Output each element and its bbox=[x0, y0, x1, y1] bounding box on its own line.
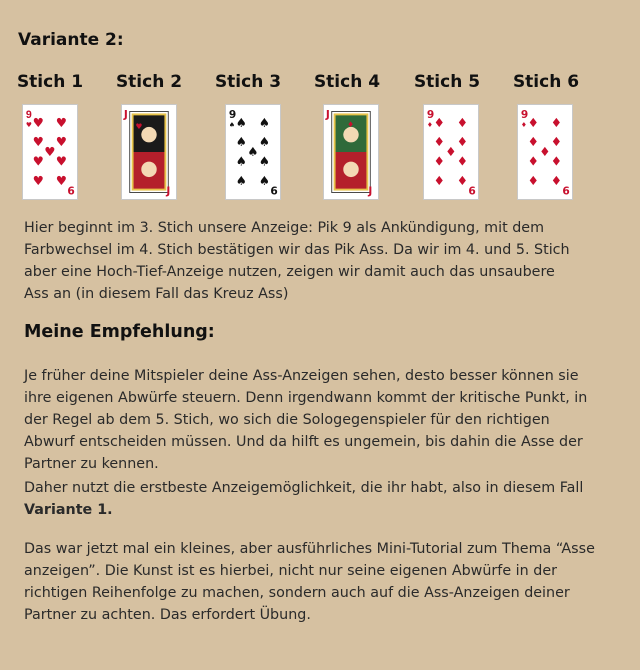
card-rank: 9 bbox=[520, 109, 529, 122]
card-heart-jack-face bbox=[122, 105, 176, 199]
svg-text:♠: ♠ bbox=[235, 134, 247, 150]
jack-face-top bbox=[141, 127, 156, 142]
card-rank: 9 bbox=[426, 109, 435, 122]
svg-text:♦: ♦ bbox=[527, 114, 539, 130]
svg-text:♥: ♥ bbox=[55, 153, 68, 169]
jack-face-bottom bbox=[141, 162, 156, 177]
trick-2-label: Stich 2 bbox=[115, 72, 183, 92]
card-rank-bottom: 6 bbox=[270, 185, 278, 198]
card-heart-9 bbox=[22, 104, 78, 200]
svg-text:♥: ♥ bbox=[32, 153, 44, 169]
svg-text:♦: ♦ bbox=[527, 172, 539, 188]
conclusion-text: Daher nutzt die erstbeste Anzeigemöglichkeit, die ihr habt, also in diesem Fall bbox=[24, 480, 584, 496]
svg-text:♠: ♠ bbox=[258, 134, 271, 150]
trick-3-label: Stich 3 bbox=[214, 72, 282, 92]
card-spade-9 bbox=[225, 104, 281, 200]
svg-text:♠: ♠ bbox=[235, 153, 247, 169]
variant-title: Variante 2: bbox=[18, 30, 124, 50]
svg-text:♦: ♦ bbox=[433, 114, 445, 130]
card-diamond-9-b bbox=[517, 104, 573, 200]
svg-text:♠: ♠ bbox=[258, 153, 271, 169]
card-diamond-jack-face bbox=[324, 105, 378, 199]
diamond-pips bbox=[528, 115, 562, 188]
svg-text:♦: ♦ bbox=[433, 153, 445, 169]
card-diamond-jack bbox=[323, 104, 379, 200]
trick-4-label: Stich 4 bbox=[313, 72, 381, 92]
recommendation-paragraph: Je früher deine Mitspieler deine Ass-Anzeigen sehen, desto besser können sie ihre eigenen Abwürfe steuern. Denn irgendwann kommt der kritische Punkt, in der Regel ab dem 5. Stich, wo sich die Sologegenspieler für den richtigen Abwurf entscheiden müssen. Und da hilft es ungemein, bis dahin die Asse der Partner zu kennen. bbox=[24, 368, 588, 472]
jack-face-bottom bbox=[343, 162, 358, 177]
diamond-icon: ♦ bbox=[426, 120, 433, 129]
svg-text:♠: ♠ bbox=[235, 114, 247, 130]
spade-icon: ♠ bbox=[228, 120, 235, 129]
heart-pips bbox=[33, 115, 67, 188]
trick-5-label: Stich 5 bbox=[413, 72, 481, 92]
trick-6-label: Stich 6 bbox=[512, 72, 580, 92]
card-rank-bottom: 6 bbox=[468, 185, 476, 198]
diamond-icon: ♦ bbox=[520, 120, 527, 129]
svg-text:♠: ♠ bbox=[247, 143, 259, 159]
svg-text:♥: ♥ bbox=[55, 114, 68, 130]
svg-text:♦: ♦ bbox=[550, 134, 563, 150]
trick-1-label: Stich 1 bbox=[16, 72, 84, 92]
card-diamond-9-face bbox=[518, 105, 572, 199]
diamond-icon: ♦ bbox=[347, 119, 355, 129]
diamond-pips bbox=[434, 115, 468, 188]
jack-face-top bbox=[343, 127, 358, 142]
tutorial-paragraph: Das war jetzt mal ein kleines, aber ausführliches Mini-Tutorial zum Thema “Asse anzeigen”. Die Kunst ist es hierbei, nicht nur seine eigenen Abwürfe in der richtigen Reihenfolge zu machen, sondern auch auf die Ass-Anzeigen deiner Partner zu achten. Das erfordert Übung. bbox=[24, 541, 595, 623]
svg-text:♥: ♥ bbox=[32, 114, 44, 130]
svg-text:♥: ♥ bbox=[55, 172, 68, 188]
conclusion-bold: Variante 1. bbox=[24, 502, 113, 518]
recommendation-heading: Meine Empfehlung: bbox=[24, 322, 215, 342]
svg-text:♦: ♦ bbox=[550, 153, 563, 169]
svg-text:♦: ♦ bbox=[445, 143, 457, 159]
svg-text:♦: ♦ bbox=[527, 134, 539, 150]
conclusion-paragraph bbox=[24, 477, 604, 521]
svg-text:♠: ♠ bbox=[258, 114, 271, 130]
svg-text:♥: ♥ bbox=[32, 134, 44, 150]
card-rank: 9 bbox=[25, 109, 32, 122]
card-rank: J bbox=[123, 109, 128, 122]
card-rank-bottom: J bbox=[166, 185, 171, 198]
heart-icon: ♥ bbox=[135, 121, 143, 131]
svg-text:♦: ♦ bbox=[456, 153, 469, 169]
card-rank-bottom: 6 bbox=[562, 185, 570, 198]
card-spade-9-face bbox=[226, 105, 280, 199]
svg-text:♦: ♦ bbox=[550, 172, 563, 188]
card-diamond-9-face bbox=[424, 105, 478, 199]
card-rank: J bbox=[325, 109, 330, 122]
svg-text:♦: ♦ bbox=[433, 172, 445, 188]
svg-text:♥: ♥ bbox=[55, 134, 68, 150]
svg-text:♠: ♠ bbox=[258, 172, 271, 188]
svg-text:♦: ♦ bbox=[539, 143, 551, 159]
spade-pips bbox=[236, 115, 270, 188]
svg-text:♦: ♦ bbox=[433, 134, 445, 150]
svg-text:♦: ♦ bbox=[456, 172, 469, 188]
card-rank-bottom: 6 bbox=[67, 185, 75, 198]
svg-text:♦: ♦ bbox=[456, 134, 469, 150]
card-heart-9-face bbox=[23, 105, 77, 199]
explanation-paragraph: Hier beginnt im 3. Stich unsere Anzeige: Pik 9 als Ankündigung, mit dem Farbwechsel im 4. Stich bestätigen wir das Pik Ass. Da wir im 4. und 5. Stich aber eine Hoch-Tief-Anzeige nutzen, zeigen wir damit auch das unsaubere Ass an (in diesem Fall das Kreuz Ass) bbox=[24, 220, 570, 302]
svg-text:♥: ♥ bbox=[44, 143, 56, 159]
svg-text:♦: ♦ bbox=[456, 114, 469, 130]
heart-icon: ♥ bbox=[25, 120, 32, 129]
svg-text:♠: ♠ bbox=[235, 172, 247, 188]
card-rank: 9 bbox=[228, 109, 237, 122]
svg-text:♦: ♦ bbox=[550, 114, 563, 130]
svg-text:♦: ♦ bbox=[527, 153, 539, 169]
card-rank-bottom: J bbox=[368, 185, 373, 198]
card-diamond-9-a bbox=[423, 104, 479, 200]
svg-text:♥: ♥ bbox=[32, 172, 44, 188]
card-heart-jack bbox=[121, 104, 177, 200]
